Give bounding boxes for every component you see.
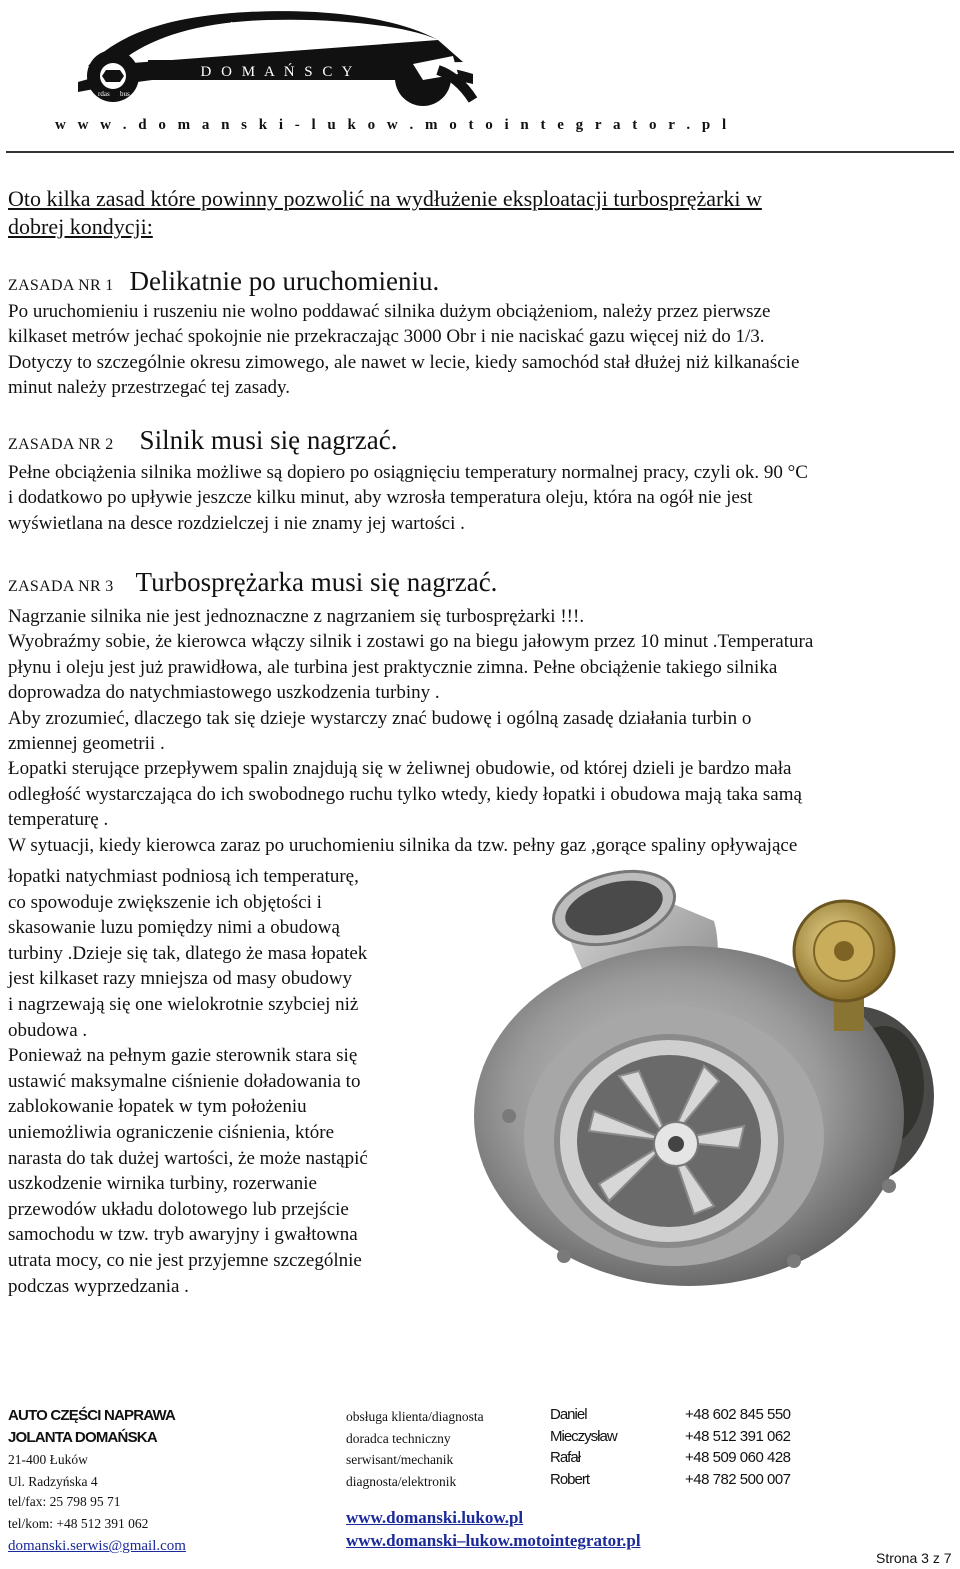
- text-line: i nagrzewają się one wielokrotnie szybciej niż: [8, 993, 359, 1015]
- logo-name-text: D O M A Ń S C Y: [200, 64, 356, 80]
- text-line: Pełne obciążenia silnika możliwe są dopiero po osiągnięciu temperatury normalnej pracy, czyli ok. 90 °C: [8, 462, 808, 483]
- contact-phone: +48 602 845 550: [685, 1406, 791, 1423]
- text-line: i dodatkowo po upływie jeszcze kilku minut, aby wzrosła temperatura oleju, która na ogół nie jest: [8, 487, 753, 509]
- text-line: ustawić maksymalne ciśnienie doładowania to: [8, 1070, 361, 1092]
- contact-role: diagnosta/elektronik: [346, 1474, 457, 1489]
- rule-2-label: ZASADA NR 2: [8, 436, 114, 453]
- text-line: temperaturę .: [8, 809, 109, 831]
- rule-1-label: ZASADA NR 1: [8, 277, 114, 294]
- page-number: Strona 3 z 7: [876, 1550, 952, 1566]
- rule-3-heading: [8, 567, 497, 598]
- text-line: co spowoduje zwiększenie ich objętości i: [8, 891, 322, 913]
- text-line: Po uruchomieniu i ruszeniu nie wolno poddawać silnika dużym obciążeniom, należy przez pierwsze: [8, 301, 771, 322]
- text-line: Aby zrozumieć, dlaczego tak się dzieje wystarczy znać budowę i ogólną zasadę działania turbin o: [8, 707, 752, 729]
- intro-line: Oto kilka zasad które powinny pozwolić na wydłużenie eksploatacji turbosprężarki w: [8, 186, 762, 211]
- text-line: obudowa .: [8, 1019, 88, 1041]
- intro-text: [8, 185, 908, 241]
- footer: [0, 1400, 960, 1569]
- rule-3-title: Turbosprężarka musi się nagrzać.: [135, 567, 498, 597]
- text-line: uszkodzenie wirnika turbiny, rozerwanie: [8, 1173, 317, 1195]
- text-line: Nagrzanie silnika nie jest jednoznaczne z nagrzaniem się turbosprężarki !!!.: [8, 606, 585, 627]
- logo-url: w w w . d o m a n s k i - l u k o w . m o t o i n t e g r a t o r . p l: [55, 117, 731, 133]
- company-logo: [78, 4, 478, 112]
- footer-company-line2: JOLANTA DOMAŃSKA: [8, 1429, 157, 1446]
- text-line: Ponieważ na pełnym gazie sterownik stara się: [8, 1045, 358, 1067]
- rule-2-heading: [8, 425, 398, 456]
- footer-telkom: tel/kom: +48 512 391 062: [8, 1516, 149, 1531]
- contact-role: obsługa klienta/diagnosta: [346, 1409, 484, 1424]
- website-link-2[interactable]: www.domanski–lukow.motointegrator.pl: [346, 1531, 641, 1550]
- footer-city: 21-400 Łuków: [8, 1452, 88, 1467]
- rule-3-text: [8, 604, 943, 858]
- contact-name: Mieczysław: [550, 1428, 617, 1445]
- contact-name: Robert: [550, 1471, 590, 1488]
- intro-line: dobrej kondycji:: [8, 214, 153, 239]
- text-line: Wyobraźmy sobie, że kierowca włączy silnik i zostawi go na biegu jałowym przez 10 minut .Temperatura: [8, 631, 814, 653]
- text-line: utrata mocy, co nie jest przyjemne szczególnie: [8, 1249, 362, 1271]
- contact-name: Rafał: [550, 1449, 581, 1466]
- text-line: uniemożliwia ograniczenie ciśnienia, które: [8, 1121, 335, 1143]
- website-link-1[interactable]: www.domanski.lukow.pl: [346, 1508, 524, 1527]
- rule-2-title: Silnik musi się nagrzać.: [139, 425, 398, 455]
- text-line: płynu i oleju jest już prawidłowa, ale turbina jest praktycznie zimna. Pełne obciążenie takiego silnika: [8, 656, 778, 678]
- contact-phone: +48 509 060 428: [685, 1449, 791, 1466]
- footer-telfax: tel/fax: 25 798 95 71: [8, 1494, 121, 1509]
- text-line: zmiennej geometrii .: [8, 733, 165, 755]
- text-line: podczas wyprzedzania .: [8, 1275, 189, 1297]
- footer-street: Ul. Radzyńska 4: [8, 1474, 98, 1489]
- header-divider: [6, 151, 954, 153]
- logo-small-left: rdas: [98, 90, 110, 98]
- text-line: zablokowanie łopatek w tym położeniu: [8, 1096, 307, 1118]
- logo-small-mid: bus: [120, 90, 130, 98]
- logo-small-right: od1936r: [373, 86, 393, 92]
- text-line: Łopatki sterujące przepływem spalin znajdują się w żeliwnej obudowie, od której dzieli je bardzo mała: [8, 758, 792, 780]
- rule-1-text: [8, 299, 943, 401]
- contact-phone: +48 512 391 062: [685, 1428, 791, 1445]
- logo-top-text: Auto Serwis: [226, 20, 330, 35]
- text-line: minut należy przestrzegać tej zasady.: [8, 377, 291, 399]
- contact-role: serwisant/mechanik: [346, 1452, 454, 1467]
- rule-1-heading: [8, 266, 439, 297]
- text-line: jest kilkaset razy mniejsza od masy obudowy: [8, 968, 353, 990]
- rule-1-title: Delikatnie po uruchomieniu.: [129, 266, 440, 296]
- contact-phone: +48 782 500 007: [685, 1471, 791, 1488]
- contact-role: doradca techniczny: [346, 1431, 451, 1446]
- rule-3-wrapped-text: [8, 864, 428, 1299]
- rule-3-label: ZASADA NR 3: [8, 578, 114, 595]
- text-line: przewodów układu dolotowego lub przejście: [8, 1198, 349, 1220]
- text-line: doprowadza do natychmiastowego uszkodzenia turbiny .: [8, 682, 440, 704]
- turbocharger-image: [414, 866, 952, 1292]
- contact-name: Daniel: [550, 1406, 587, 1423]
- text-line: odległość wystarczająca do ich swobodnego ruchu tylko wtedy, kiedy łopatki i obudowa mają taka samą: [8, 783, 802, 805]
- text-line: łopatki natychmiast podniosą ich temperaturę,: [8, 866, 359, 887]
- text-line: Dotyczy to szczególnie okresu zimowego, ale nawet w lecie, kiedy samochód stał dłużej niż kilkanaście: [8, 351, 800, 373]
- text-line: turbiny .Dzieje się tak, dlatego że masa łopatek: [8, 942, 368, 964]
- text-line: samochodu w tzw. tryb awaryjny i gwałtowna: [8, 1224, 358, 1246]
- footer-company-line1: AUTO CZĘŚCI NAPRAWA: [8, 1407, 176, 1424]
- text-line: W sytuacji, kiedy kierowca zaraz po uruchomieniu silnika da tzw. pełny gaz ,gorące spaliny opływające: [8, 834, 798, 856]
- footer-email-link[interactable]: domanski.serwis@gmail.com: [8, 1538, 186, 1554]
- text-line: narasta do tak dużej wartości, że może nastąpić: [8, 1147, 368, 1169]
- text-line: kilkaset metrów jechać spokojnie nie przekraczając 3000 Obr i nie naciskać gazu więcej niż do 1/3.: [8, 326, 765, 348]
- rule-2-text: [8, 460, 943, 536]
- text-line: wyświetlana na desce rozdzielczej i nie znamy jej wartości .: [8, 512, 465, 534]
- text-line: skasowanie luzu pomiędzy nimi a obudową: [8, 917, 340, 939]
